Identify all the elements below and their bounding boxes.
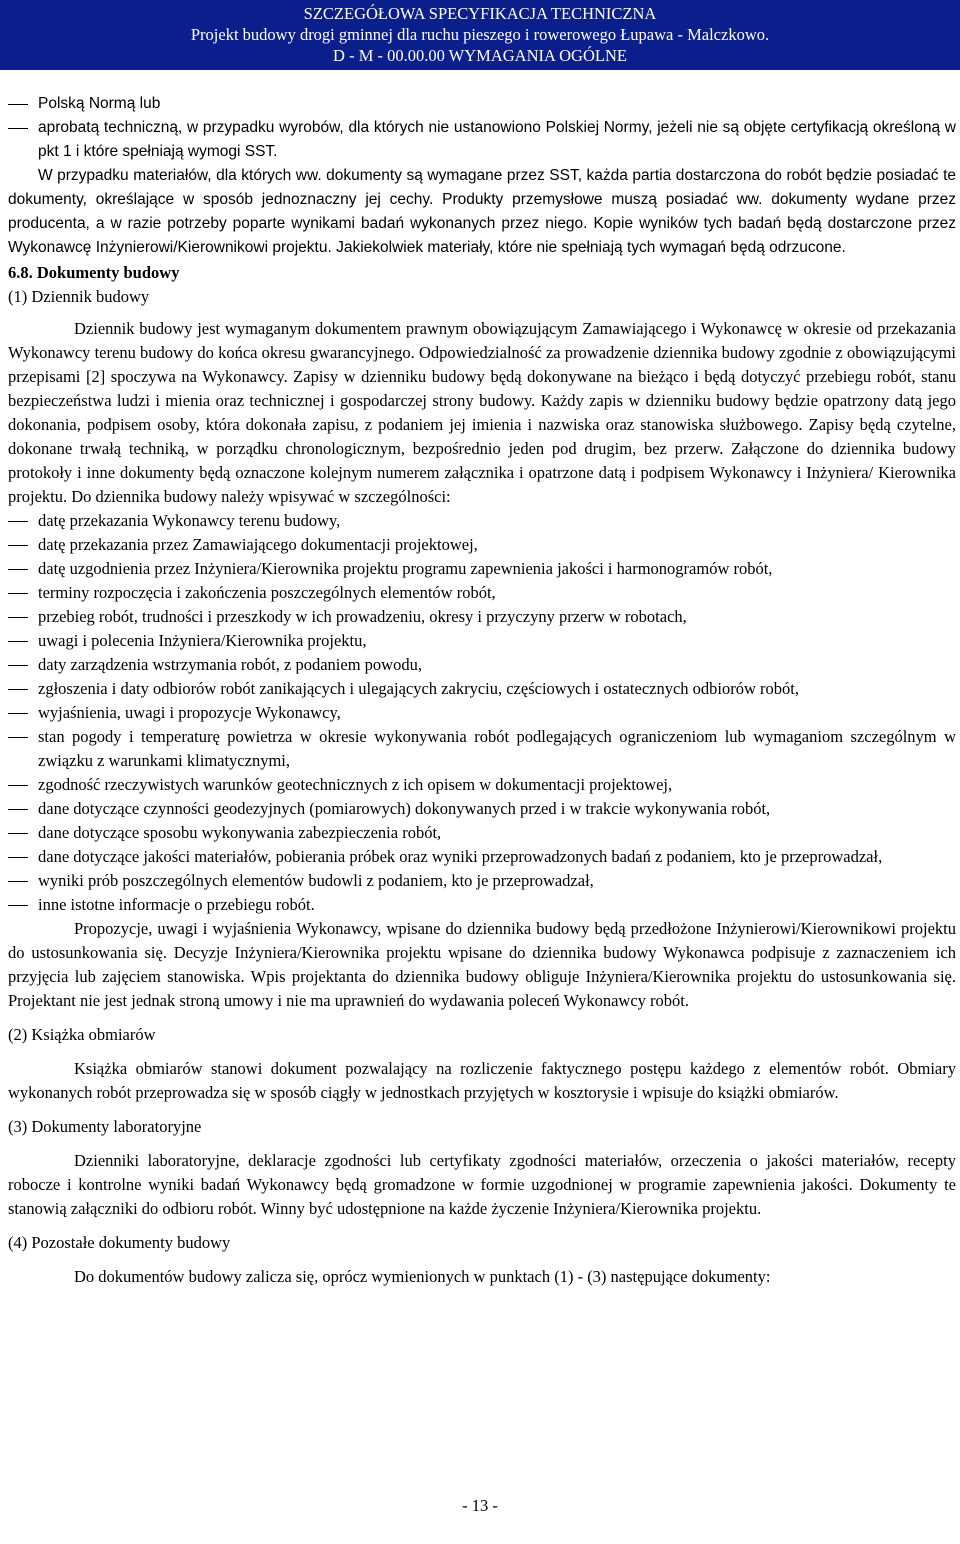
- intro-block: [8, 92, 956, 260]
- list-item: inne istotne informacje o przebiegu robót.: [8, 893, 956, 917]
- header-title: SZCZEGÓŁOWA SPECYFIKACJA TECHNICZNA: [303, 4, 657, 23]
- list-item: datę przekazania przez Zamawiającego dokumentacji projektowej,: [8, 533, 956, 557]
- intro-paragraph: [8, 164, 956, 260]
- page-number: - 13 -: [462, 1496, 498, 1515]
- section-number: 6.8.: [8, 263, 33, 282]
- list-item: datę przekazania Wykonawcy terenu budowy,: [8, 509, 956, 533]
- list-item: wyniki prób poszczególnych elementów budowli z podaniem, kto je przeprowadzał,: [8, 869, 956, 893]
- subsection-dziennik-heading: (1) Dziennik budowy: [8, 287, 150, 306]
- header-section: D - M - 00.00.00 WYMAGANIA OGÓLNE: [333, 46, 627, 65]
- list-item: dane dotyczące jakości materiałów, pobierania próbek oraz wyniki przeprowadzonych badań z podaniem, kto je przeprowadzał,: [8, 845, 956, 869]
- subsection-pozostale-heading: (4) Pozostałe dokumenty budowy: [8, 1233, 231, 1252]
- list-item: dane dotyczące sposobu wykonywania zabezpieczenia robót,: [8, 821, 956, 845]
- list-item: przebieg robót, trudności i przeszkody w ich prowadzeniu, okresy i przyczyny przerw w robotach,: [8, 605, 956, 629]
- header-project: Projekt budowy drogi gminnej dla ruchu pieszego i rowerowego Łupawa - Malczkowo.: [190, 25, 770, 44]
- subsection-dziennik-paragraph: Dziennik budowy jest wymaganym dokumentem prawnym obowiązującym Zamawiającego i Wykonawcę w okresie od przekazania Wykonawcy terenu budowy do końca okresu gwarancyjnego. Odpowiedzialność za prowadzenie dziennika budowy zgodnie z obowiązującymi przepisami [2] spoczywa na Wykonawcy. Zapisy w dzienniku budowy będą dokonywane na bieżąco i będą dotyczyć przebiegu robót, stanu bezpieczeństwa ludzi i mienia oraz technicznej i gospodarczej strony budowy. Każdy zapis w dzienniku budowy będzie opatrzony datą jego dokonania, podpisem osoby, która dokonała zapisu, z podaniem jej imienia i nazwiska oraz stanowiska służbowego. Zapisy będą czytelne, dokonane trwałą techniką, w porządku chronologicznym, bezpośrednio jeden pod drugim, bez przerw. Załączone do dziennika budowy protokoły i inne dokumenty będą oznaczone kolejnym numerem załącznika i opatrzone datą i podpisem Wykonawcy i Inżyniera/ Kierownika projektu. Do dziennika budowy należy wpisywać w szczególności:: [8, 319, 956, 506]
- list-item: zgłoszenia i daty odbiorów robót zanikających i ulegających zakryciu, częściowych i ostatecznych odbiorów robót,: [8, 677, 956, 701]
- list-item: daty zarządzenia wstrzymania robót, z podaniem powodu,: [8, 653, 956, 677]
- section-title: Dokumenty budowy: [36, 263, 180, 282]
- list-item: wyjaśnienia, uwagi i propozycje Wykonawcy,: [8, 701, 956, 725]
- list-item: dane dotyczące czynności geodezyjnych (pomiarowych) dokonywanych przed i w trakcie wykonywania robót,: [8, 797, 956, 821]
- list-item: stan pogody i temperaturę powietrza w okresie wykonywania robót podlegających ograniczeniom lub wymaganiom szczególnym w związku z warunkami klimatycznymi,: [8, 725, 956, 773]
- list-item: datę uzgodnienia przez Inżyniera/Kierownika projektu programu zapewnienia jakości i harmonogramów robót,: [8, 557, 956, 581]
- intro-paragraph-b: Produkty przemysłowe muszą posiadać ww. dokumenty wydane przez producenta, a w razie potrzeby poparte wynikami badań wykonanych przez niego. Kopie wyników tych badań będą dostarczone przez Wykonawcę Inżynierowi/Kierownikowi projektu. Jakiekolwiek materiały, które nie spełniają tych wymagań będą odrzucone.: [8, 191, 956, 256]
- list-item: terminy rozpoczęcia i zakończenia poszczególnych elementów robót,: [8, 581, 956, 605]
- subsection-laboratoryjne-heading: (3) Dokumenty laboratoryjne: [8, 1117, 202, 1136]
- subsection-dziennik-paragraph-2: Propozycje, uwagi i wyjaśnienia Wykonawcy, wpisane do dziennika budowy będą przedłożone Inżynierowi/Kierownikowi projektu do ustosunkowania się. Decyzje Inżyniera/Kierownika projektu wpisane do dziennika budowy Wykonawca podpisuje z zaznaczeniem ich przyjęcia lub zajęciem stanowiska. Wpis projektanta do dziennika budowy obliguje Inżyniera/Kierownika projektu do ustosunkowania się. Projektant nie jest jednak stroną umowy i nie ma uprawnień do wydawania poleceń Wykonawcy robót.: [8, 919, 956, 1010]
- subsection-laboratoryjne-paragraph: Dzienniki laboratoryjne, deklaracje zgodności lub certyfikaty zgodności materiałów, orzeczenia o jakości materiałów, recepty robocze i kontrolne wyniki badań Wykonawcy będą gromadzone w formie uzgodnionej w programie zapewnienia jakości. Dokumenty te stanowią załączniki do odbioru robót. Winny być udostępnione na każde życzenie Inżyniera/Kierownika projektu.: [8, 1151, 956, 1218]
- section-heading: [8, 261, 956, 285]
- intro-paragraph-a: W przypadku materiałów, dla których ww. dokumenty są wymagane przez SST, każda partia dostarczona do robót będzie posiadać te dokumenty, określające w sposób jednoznaczny jej cechy.: [8, 167, 956, 208]
- document-body: [8, 92, 956, 1289]
- subsection-pozostale-paragraph: Do dokumentów budowy zalicza się, oprócz wymienionych w punktach (1) - (3) następujące dokumenty:: [74, 1267, 771, 1286]
- intro-dash-item-1: Polską Normą lub: [8, 92, 956, 116]
- intro-dash-item-2: aprobatą techniczną, w przypadku wyrobów, dla których nie ustanowiono Polskiej Normy, jeżeli nie są objęte certyfikacją określoną w pkt 1 i które spełniają wymogi SST.: [8, 116, 956, 164]
- list-item: zgodność rzeczywistych warunków geotechnicznych z ich opisem w dokumentacji projektowej,: [8, 773, 956, 797]
- subsection-ksiazka-heading: (2) Książka obmiarów: [8, 1025, 156, 1044]
- document-header: [0, 0, 960, 70]
- subsection-ksiazka-paragraph: Książka obmiarów stanowi dokument pozwalający na rozliczenie faktycznego postępu każdego z elementów robót. Obmiary wykonanych robót przeprowadza się w sposób ciągły w jednostkach przyjętych w kosztorysie i wpisuje do książki obmiarów.: [8, 1059, 956, 1102]
- list-item: uwagi i polecenia Inżyniera/Kierownika projektu,: [8, 629, 956, 653]
- dziennik-entries-list: [8, 509, 956, 917]
